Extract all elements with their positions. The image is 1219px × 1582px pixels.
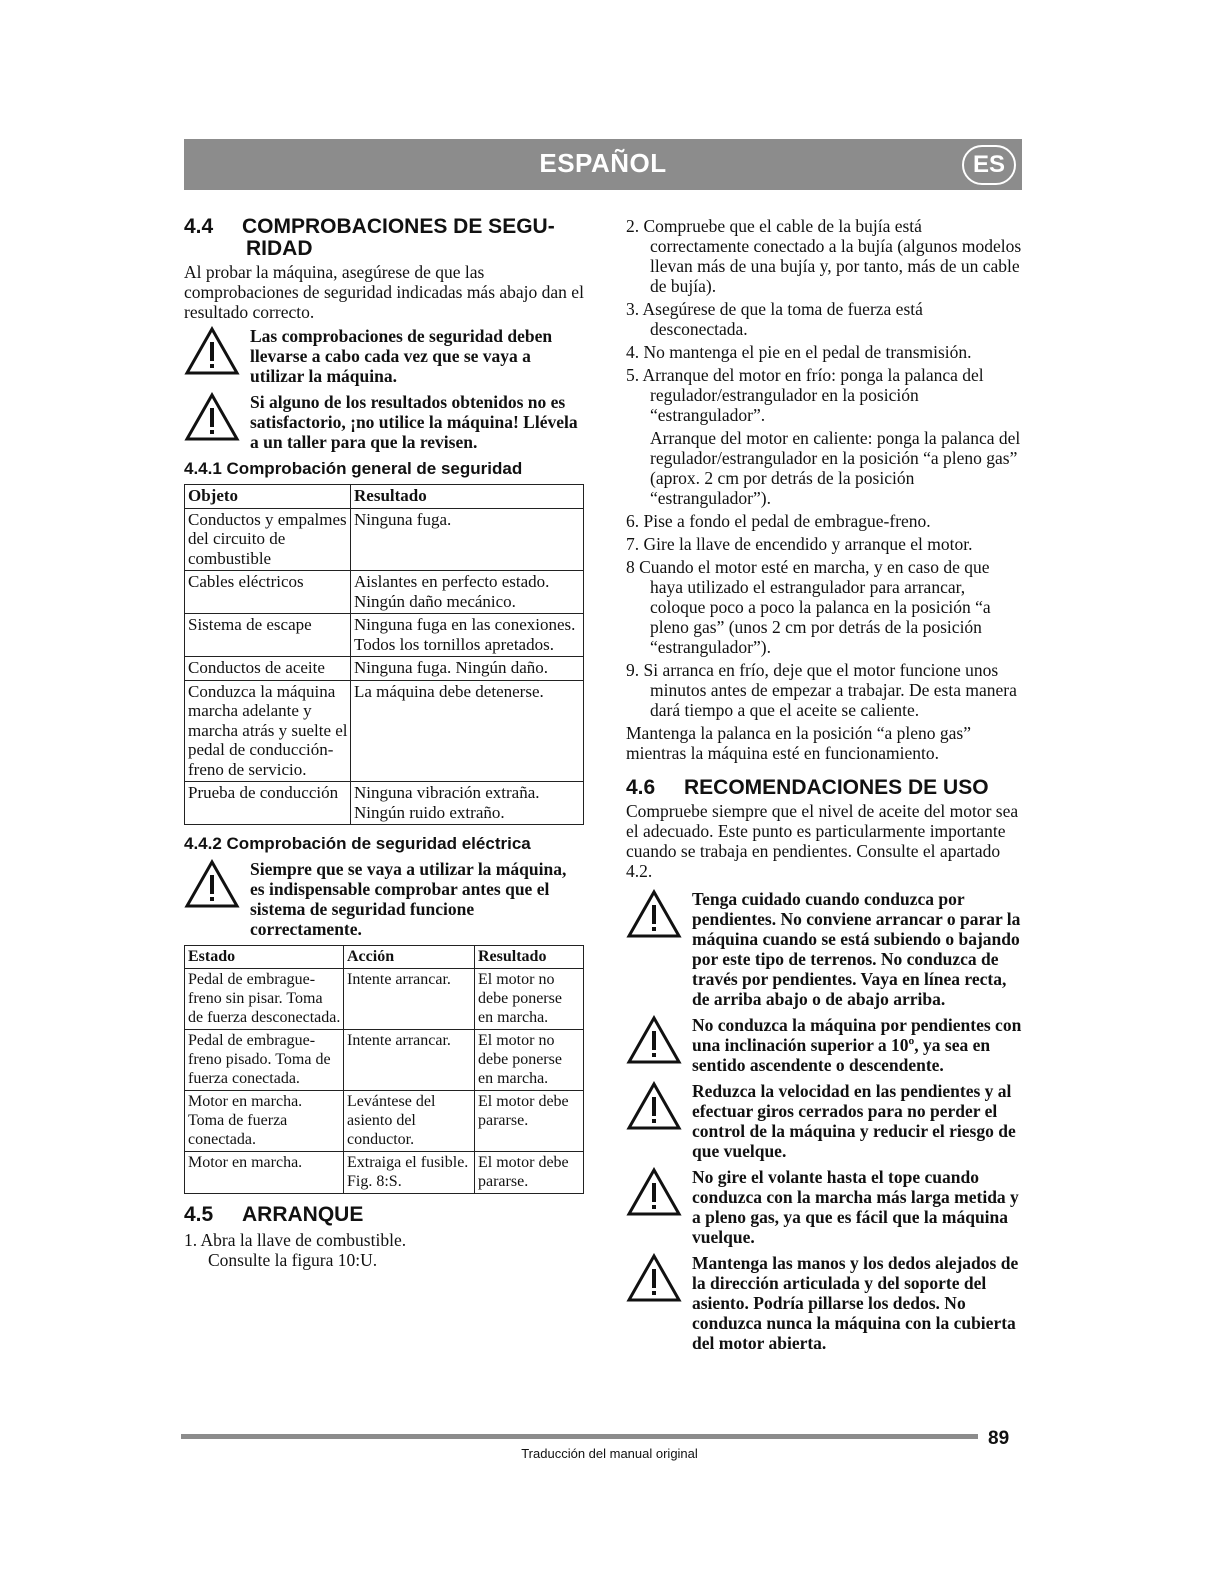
section-4-6-heading bbox=[626, 777, 1022, 799]
footer-note: Traducción del manual original bbox=[521, 1446, 698, 1461]
right-column bbox=[626, 216, 1022, 1359]
warning-block bbox=[626, 1081, 1022, 1161]
warning-block bbox=[184, 326, 584, 386]
warning-text: Siempre que se vaya a utilizar la máquina, es indispensable comprobar antes que el sistema de seguridad funcione correctamente. bbox=[250, 859, 567, 939]
footer-rule bbox=[181, 1434, 978, 1439]
table-cell: La máquina debe detenerse. bbox=[351, 680, 584, 782]
table-cell: Ninguna fuga. bbox=[351, 508, 584, 571]
warning-icon bbox=[184, 392, 240, 442]
table-cell: Prueba de conducción bbox=[185, 782, 351, 825]
table-cell: El motor debe pararse. bbox=[475, 1091, 584, 1152]
section-title: ARRANQUE bbox=[242, 1203, 364, 1226]
list-item: 7. Gire la llave de encendido y arranque el motor. bbox=[626, 534, 973, 554]
table-row bbox=[185, 508, 584, 571]
list-item-cont: Arranque del motor en caliente: ponga la palanca del regulador/estrangulador en la posición “a pleno gas” (aprox. 2 cm por detrás de la posición “estrangulador”). bbox=[650, 428, 1021, 508]
warning-icon bbox=[626, 1081, 682, 1131]
section-4-4-intro: Al probar la máquina, asegúrese de que las comprobaciones de seguridad indicadas más abajo dan el resultado correcto. bbox=[184, 262, 584, 322]
table-cell: Motor en marcha. Toma de fuerza conectada. bbox=[185, 1091, 344, 1152]
table-cell: Motor en marcha. bbox=[185, 1152, 344, 1194]
section-4-4-heading bbox=[184, 216, 584, 260]
list-item: 1. Abra la llave de combustible. bbox=[184, 1230, 407, 1250]
warning-icon bbox=[184, 326, 240, 376]
table-cell: Intente arrancar. bbox=[344, 1030, 475, 1091]
section-4-6-intro: Compruebe siempre que el nivel de aceite del motor sea el adecuado. Este punto es particularmente importante cuando se trabaja en pendientes. Consulte el apartado 4.2. bbox=[626, 801, 1019, 881]
warning-text: Las comprobaciones de seguridad deben llevarse a cabo cada vez que se vaya a utilizar la máquina. bbox=[250, 326, 553, 386]
warning-icon bbox=[626, 889, 682, 939]
table-row bbox=[185, 1030, 584, 1091]
column-header: Resultado bbox=[475, 946, 584, 969]
left-column bbox=[184, 216, 584, 1273]
table-cell: Cables eléctricos bbox=[185, 571, 351, 614]
warning-icon bbox=[184, 859, 240, 909]
warning-text: Mantenga las manos y los dedos alejados de la dirección articulada y del soporte del asiento. Podría pillarse los dedos. No conduzca nunca la máquina con la cubierta del motor abierta. bbox=[692, 1253, 1019, 1353]
table-cell: Ninguna fuga en las conexiones. Todos los tornillos apretados. bbox=[351, 614, 584, 657]
warning-icon bbox=[626, 1015, 682, 1065]
table-row bbox=[185, 1091, 584, 1152]
start-steps-list-cont bbox=[626, 216, 1022, 425]
table-cell: Conductos y empalmes del circuito de combustible bbox=[185, 508, 351, 571]
warning-block bbox=[626, 1167, 1022, 1247]
warning-text: No gire el volante hasta el tope cuando conduzca con la marcha más larga metida y a pleno gas, ya que es fácil que la máquina vuelque. bbox=[692, 1167, 1019, 1247]
warning-block bbox=[184, 859, 584, 939]
list-item-cont: Consulte la figura 10:U. bbox=[208, 1250, 378, 1270]
warning-icon bbox=[626, 1167, 682, 1217]
table-row bbox=[185, 1152, 584, 1194]
section-4-4-2-heading: 4.4.2 Comprobación de seguridad eléctrica bbox=[184, 834, 531, 853]
table-row bbox=[185, 571, 584, 614]
table-row bbox=[185, 680, 584, 782]
list-item: 4. No mantenga el pie en el pedal de transmisión. bbox=[626, 342, 972, 362]
table-cell: Ninguna vibración extraña. Ningún ruido extraño. bbox=[351, 782, 584, 825]
warning-icon bbox=[626, 1253, 682, 1303]
section-number: 4.5 bbox=[184, 1203, 214, 1226]
table-cell: Aislantes en perfecto estado. Ningún daño mecánico. bbox=[351, 571, 584, 614]
column-header: Objeto bbox=[185, 485, 351, 509]
header-title: ESPAÑOL bbox=[539, 148, 667, 178]
section-4-5-heading bbox=[184, 1204, 584, 1226]
warning-block bbox=[626, 1015, 1022, 1075]
electrical-safety-table bbox=[184, 945, 584, 1194]
warning-text: Tenga cuidado cuando conduzca por pendientes. No conviene arrancar o parar la máquina cuando se está subiendo o bajando por este tipo de terrenos. No conduzca de través por pendientes. Vaya en línea recta, de arriba abajo o de abajo arriba. bbox=[692, 889, 1021, 1009]
header-bar bbox=[184, 139, 1022, 190]
list-item: 6. Pise a fondo el pedal de embrague-freno. bbox=[626, 511, 931, 531]
warning-block bbox=[184, 392, 584, 452]
warning-text: Reduzca la velocidad en las pendientes y al efectuar giros cerrados para no perder el control de la máquina y reducir el riesgo de que vuelque. bbox=[692, 1081, 1016, 1161]
start-steps-list-cont bbox=[626, 511, 1022, 720]
page-number: 89 bbox=[988, 1428, 1010, 1449]
section-number: 4.6 bbox=[626, 776, 656, 799]
section-4-4-1-heading: 4.4.1 Comprobación general de seguridad bbox=[184, 459, 523, 478]
table-cell: Intente arrancar. bbox=[344, 969, 475, 1030]
warning-text: No conduzca la máquina por pendientes con una inclinación superior a 10º, ya sea en sentido ascendente o descendente. bbox=[692, 1015, 1022, 1075]
column-header: Estado bbox=[185, 946, 344, 969]
table-cell: Extraiga el fusible. Fig. 8:S. bbox=[344, 1152, 475, 1194]
list-item: 3. Asegúrese de que la toma de fuerza está desconectada. bbox=[626, 299, 923, 339]
table-cell: El motor no debe ponerse en marcha. bbox=[475, 969, 584, 1030]
section-title: RECOMENDACIONES DE USO bbox=[684, 776, 989, 799]
table-row bbox=[185, 614, 584, 657]
section-title: COMPROBACIONES DE SEGU- bbox=[242, 215, 555, 238]
table-row bbox=[185, 782, 584, 825]
table-cell: El motor debe pararse. bbox=[475, 1152, 584, 1194]
list-item: 8 Cuando el motor esté en marcha, y en caso de que haya utilizado el estrangulador para arrancar, coloque poco a poco la palanca en la posición “a pleno gas” (unos 2 cm por detrás de la posición “estrangulador”). bbox=[626, 557, 991, 657]
table-cell: El motor no debe ponerse en marcha. bbox=[475, 1030, 584, 1091]
list-item: 2. Compruebe que el cable de la bujía está correctamente conectado a la bujía (algunos modelos llevan más de una bujía y, por tanto, más de un cable de bujía). bbox=[626, 216, 1022, 296]
warning-text: Si alguno de los resultados obtenidos no es satisfactorio, ¡no utilice la máquina! Llévela a un taller para que la revisen. bbox=[250, 392, 578, 452]
warning-block bbox=[626, 1253, 1022, 1353]
start-steps-list bbox=[184, 1230, 584, 1250]
warning-block bbox=[626, 889, 1022, 1009]
table-cell: Sistema de escape bbox=[185, 614, 351, 657]
table-row bbox=[185, 969, 584, 1030]
general-safety-table bbox=[184, 484, 584, 825]
language-badge: ES bbox=[962, 145, 1016, 185]
section-title-cont: RIDAD bbox=[246, 237, 313, 260]
list-item: 9. Si arranca en frío, deje que el motor funcione unos minutos antes de empezar a trabajar. De esta manera dará tiempo a que el aceite se caliente. bbox=[626, 660, 1017, 720]
table-row bbox=[185, 657, 584, 681]
table-cell: Pedal de embrague-freno sin pisar. Toma de fuerza desconectada. bbox=[185, 969, 344, 1030]
column-header: Acción bbox=[344, 946, 475, 969]
section-number: 4.4 bbox=[184, 215, 214, 238]
table-cell: Levántese del asiento del conductor. bbox=[344, 1091, 475, 1152]
column-header: Resultado bbox=[351, 485, 584, 509]
start-outro: Mantenga la palanca en la posición “a pleno gas” mientras la máquina esté en funcionamiento. bbox=[626, 723, 971, 763]
list-item: 5. Arranque del motor en frío: ponga la palanca del regulador/estrangulador en la posición “estrangulador”. bbox=[626, 365, 984, 425]
table-cell: Conduzca la máquina marcha adelante y marcha atrás y suelte el pedal de conducción-freno de servicio. bbox=[185, 680, 351, 782]
table-cell: Ninguna fuga. Ningún daño. bbox=[351, 657, 584, 681]
table-cell: Conductos de aceite bbox=[185, 657, 351, 681]
table-cell: Pedal de embrague-freno pisado. Toma de fuerza conectada. bbox=[185, 1030, 344, 1091]
